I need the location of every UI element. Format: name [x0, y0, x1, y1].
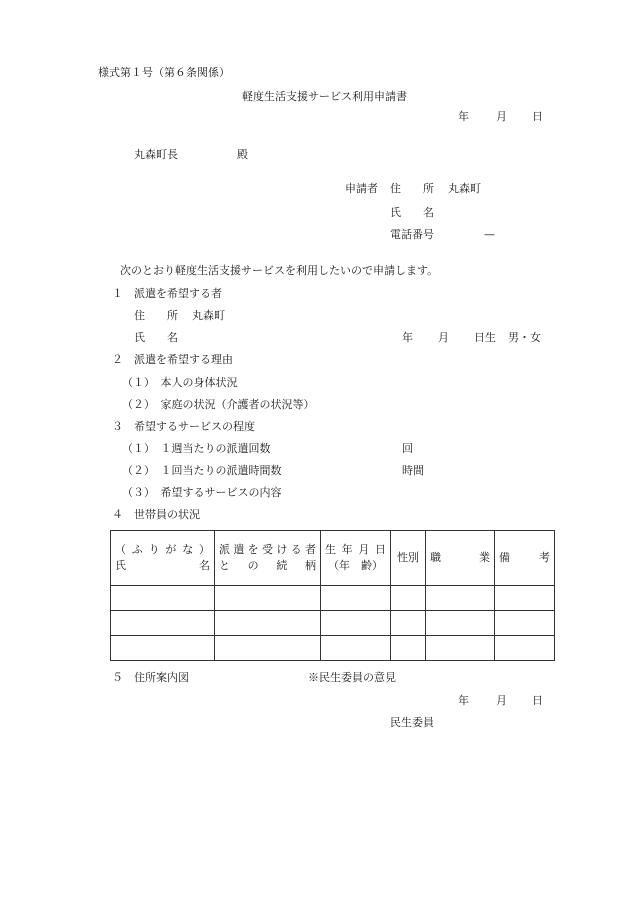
opinion-date-month: 月: [496, 694, 507, 707]
applicant-address-label: 住 所: [390, 182, 434, 195]
section-3-heading: ３ 希望するサービスの程度: [112, 420, 255, 433]
s3-item-1: （１） １週当たりの派遣回数: [122, 442, 271, 455]
s1-name-label: 氏 名: [134, 331, 178, 344]
s1-address-value: 丸森町: [192, 309, 225, 322]
table-row: [111, 636, 555, 661]
table-row: [111, 611, 555, 636]
form-number: 様式第１号（第６条関係）: [98, 66, 230, 79]
s1-birth-year: 年: [402, 331, 413, 344]
applicant-address-value: 丸森町: [448, 182, 481, 195]
s3-item-2-unit: 時間: [402, 464, 424, 477]
s2-item-1: （１） 本人の身体状況: [122, 376, 238, 389]
s3-item-1-unit: 回: [402, 442, 413, 455]
date-month: 月: [496, 110, 507, 123]
section-2-heading: ２ 派遣を希望する理由: [112, 353, 233, 366]
date-day: 日: [532, 110, 543, 123]
addressee-honorific: 殿: [237, 148, 248, 161]
opinion-date-day: 日: [532, 694, 543, 707]
col-occupation: 職 業: [426, 531, 495, 586]
commissioner-label: 民生委員: [390, 716, 434, 729]
table-header-row: [111, 531, 555, 586]
household-members-table: [110, 530, 555, 661]
col-gender: 性別: [391, 531, 426, 586]
section-1-heading: １ 派遣を希望する者: [112, 287, 222, 300]
col-birthdate-age: 生 年 月 日 （年 齢）: [321, 531, 391, 586]
date-year: 年: [458, 110, 469, 123]
page-title: 軽度生活支援サービス利用申請書: [242, 90, 407, 103]
commissioner-opinion-label: ※民生委員の意見: [308, 671, 396, 684]
s1-address-label: 住 所: [134, 309, 178, 322]
opinion-date-year: 年: [458, 694, 469, 707]
s1-birth-month: 月: [438, 331, 449, 344]
addressee-name: 丸森町長: [134, 148, 178, 161]
s2-item-2: （２） 家庭の状況（介護者の状況等）: [122, 398, 315, 411]
s3-item-3: （３） 希望するサービスの内容: [122, 486, 282, 499]
applicant-phone-dash: —: [484, 228, 495, 241]
applicant-name-label: 氏 名: [390, 206, 434, 219]
intro-text: 次のとおり軽度生活支援サービスを利用したいので申請します。: [120, 264, 439, 277]
applicant-label: 申請者: [345, 182, 378, 195]
section-5-heading: ５ 住所案内図: [112, 671, 189, 684]
s3-item-2: （２） １回当たりの派遣時間数: [122, 464, 282, 477]
s1-birth-day: 日生: [474, 331, 496, 344]
section-4-heading: ４ 世帯員の状況: [112, 508, 200, 521]
col-relationship: 派 遣 を 受 け る 者 と の 続 柄: [215, 531, 321, 586]
col-furigana-name: （ ふ り が な ） 氏 名: [111, 531, 215, 586]
col-remarks: 備 考: [495, 531, 555, 586]
s1-gender: 男・女: [508, 331, 541, 344]
table-row: [111, 586, 555, 611]
applicant-phone-label: 電話番号: [390, 228, 434, 241]
